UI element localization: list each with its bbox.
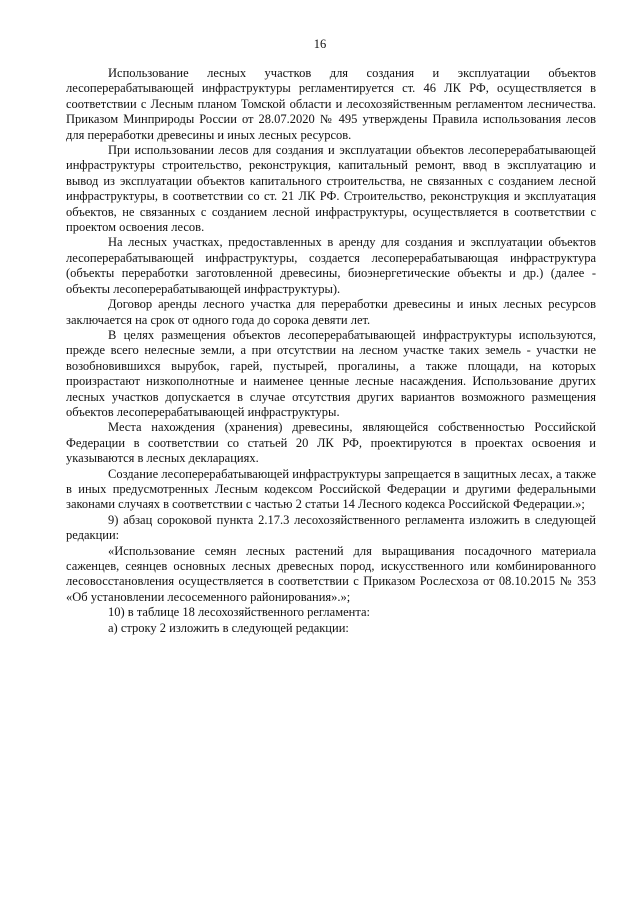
paragraph-7: Создание лесоперерабатывающей инфраструктуры запрещается в защитных лесах, а также в иных предусмотренных Лесным кодексом Российской Федерации и другими федеральными законами случаях в соответствии с частью 2 статьи 14 Лесного кодекса Российской Федерации.»; (66, 466, 596, 512)
paragraph-3: На лесных участках, предоставленных в аренду для создания и эксплуатации объектов лесоперерабатывающей инфраструктуры, создается лесоперерабатывающая инфраструктура (объекты переработки заготовленной древесины, биоэнергетические объекты и др.) (далее - объекты лесоперерабатывающей инфраструктуры). (66, 235, 596, 296)
paragraph-1: Использование лесных участков для создания и эксплуатации объектов лесоперерабатывающей инфраструктуры регламентируется ст. 46 ЛК РФ, осуществляется в соответствии с Лесным планом Томской области и лесохозяйственным регламентом лесничества. Приказом Минприроды России от 28.07.2020 № 495 утверждены Правила использования лесов для переработки древесины и иных лесных ресурсов. (66, 66, 596, 142)
paragraph-10: 10) в таблице 18 лесохозяйственного регламента: (108, 605, 370, 620)
page-number: 16 (313, 37, 327, 51)
paragraph-4: Договор аренды лесного участка для переработки древесины и иных лесных ресурсов заключается на срок от одного года до сорока девяти лет. (66, 297, 596, 327)
paragraph-5: В целях размещения объектов лесоперерабатывающей инфраструктуры используются, прежде всего нелесные земли, а при отсутствии на лесном участке таких земель - участки не возобновившихся вырубок, гарей, пустырей, прогалины, а также площади, на которых произрастают низкополнотные и наименее ценные лесные насаждения. Использование других лесных участков допускается в случае отсутствия других вариантов возможного размещения объектов лесоперерабатывающей инфраструктуры. (66, 327, 596, 419)
paragraph-2: При использовании лесов для создания и эксплуатации объектов лесоперерабатывающей инфраструктуры строительство, реконструкция, капитальный ремонт, ввод в эксплуатацию и вывод из эксплуатации объектов капитального строительства, не связанных с созданием лесной инфраструктуры, в соответствии со ст. 21 ЛК РФ. Строительство, реконструкция и эксплуатация объектов, не связанных с созданием лесной инфраструктуры, осуществляется в соответствии с проектом освоения лесов. (66, 143, 596, 235)
document-body (66, 66, 596, 636)
paragraph-6: Места нахождения (хранения) древесины, являющейся собственностью Российской Федерации в соответствии со статьей 20 ЛК РФ, проектируются в проектах освоения и указываются в лесных декларациях. (66, 420, 596, 466)
paragraph-8: 9) абзац сороковой пункта 2.17.3 лесохозяйственного регламента изложить в следующей редакции: (66, 512, 596, 543)
paragraph-9: «Использование семян лесных растений для выращивания посадочного материала саженцев, сеянцев основных лесных древесных пород, искусственного или комбинированного лесовосстановления осуществляется в соответствии с Приказом Рослесхоза от 08.10.2015 № 353 «Об установлении лесосеменного районирования».»; (66, 543, 596, 604)
paragraph-11: а) строку 2 изложить в следующей редакции: (108, 620, 349, 635)
